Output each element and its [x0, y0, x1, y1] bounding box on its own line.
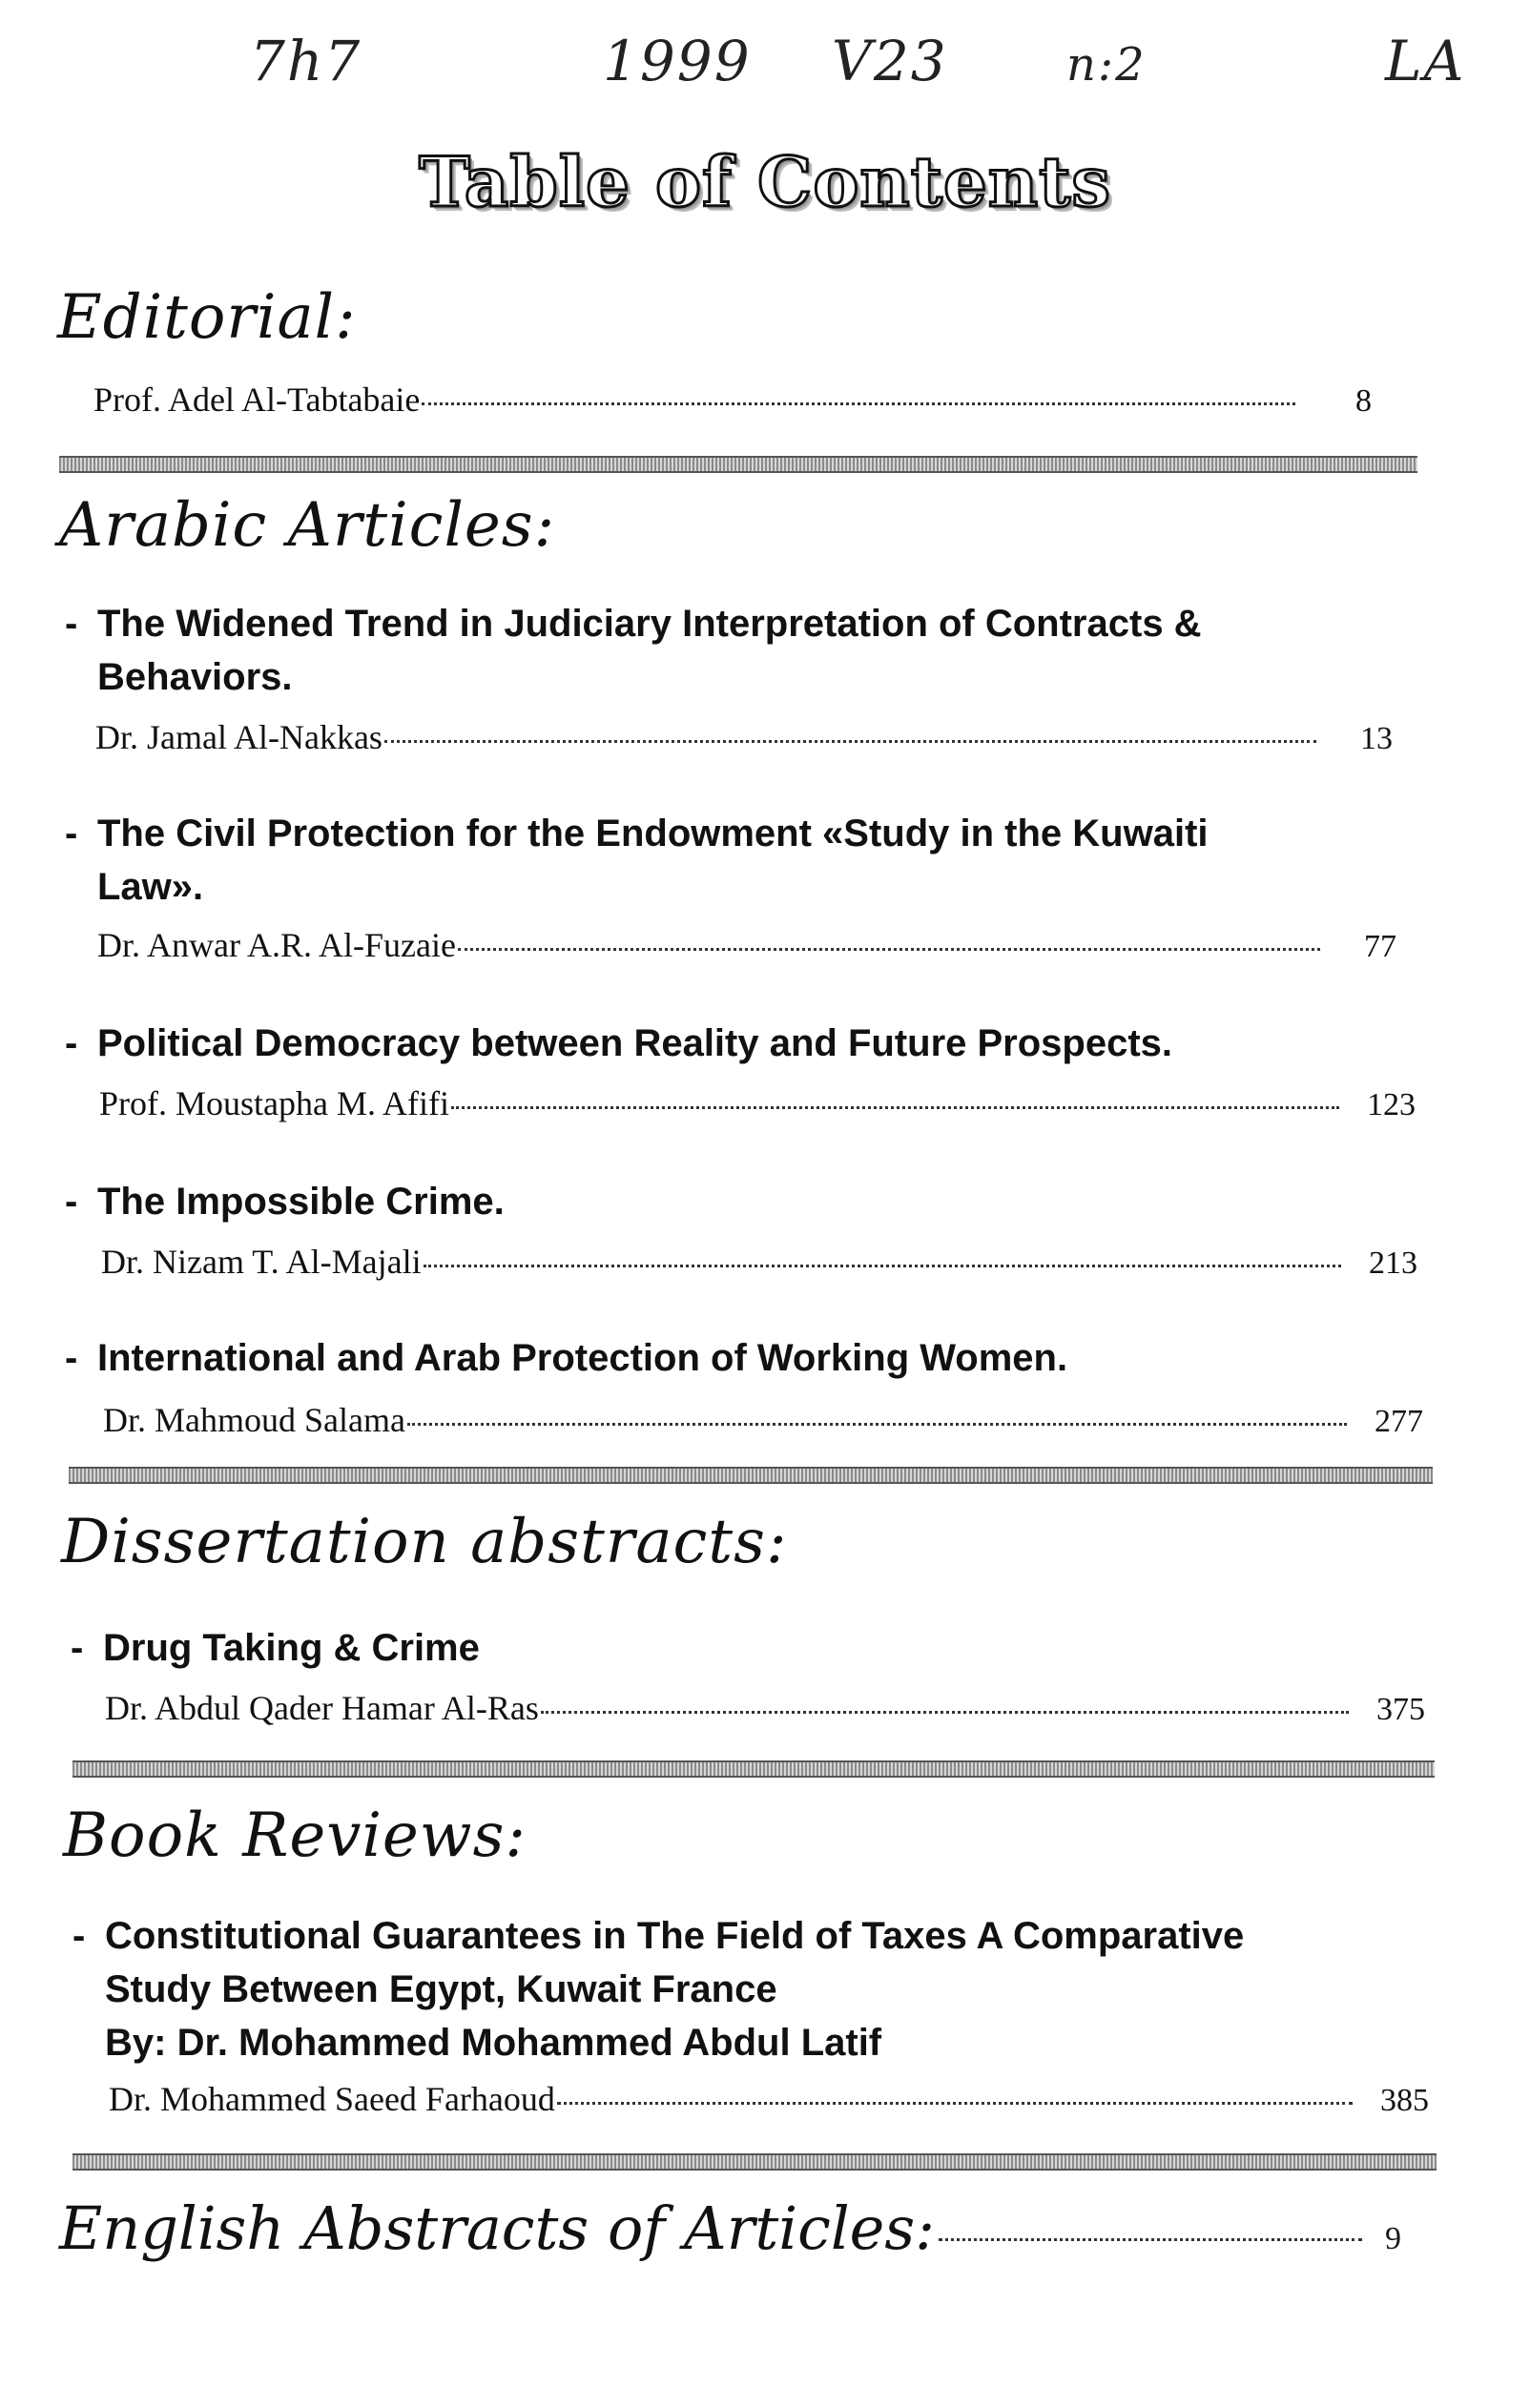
- page-number: 123: [1367, 1087, 1416, 1122]
- article-entry[interactable]: [103, 1400, 1423, 1440]
- section-divider: [69, 1467, 1433, 1484]
- section-heading-editorial: Editorial:: [57, 282, 357, 353]
- list-dash: -: [65, 1022, 78, 1064]
- dot-leader: [424, 1265, 1341, 1267]
- list-dash: -: [65, 813, 78, 854]
- article-title-line: The Widened Trend in Judiciary Interpretation of Contracts &: [97, 603, 1202, 645]
- article-title[interactable]: [65, 807, 1334, 914]
- page-number: 77: [1364, 929, 1396, 964]
- section-heading-book-reviews: Book Reviews:: [63, 1801, 527, 1871]
- dot-leader: [407, 1423, 1347, 1426]
- article-title-line: The Civil Protection for the Endowment «Study in the Kuwaiti: [97, 813, 1209, 854]
- section-divider: [72, 2153, 1437, 2171]
- page-number: 213: [1369, 1245, 1417, 1281]
- article-title-line: International and Arab Protection of Working Women.: [97, 1337, 1068, 1379]
- article-title-line: Law».: [97, 866, 204, 908]
- article-title[interactable]: [72, 1909, 1341, 2069]
- article-entry[interactable]: [99, 1083, 1416, 1123]
- article-entry[interactable]: [109, 2079, 1429, 2119]
- list-dash: -: [72, 1915, 86, 1957]
- handwritten-mark: LA: [1385, 29, 1466, 93]
- dot-leader: [451, 1106, 1339, 1109]
- article-entry[interactable]: [97, 925, 1396, 965]
- author-name: Dr. Mahmoud Salama: [103, 1401, 405, 1439]
- article-entry[interactable]: [101, 1242, 1417, 1282]
- article-title[interactable]: [65, 1175, 1334, 1228]
- author-name: Dr. Anwar A.R. Al-Fuzaie: [97, 926, 456, 964]
- handwritten-volume: V23: [832, 29, 948, 93]
- article-entry[interactable]: [105, 1688, 1425, 1728]
- dot-leader: [458, 948, 1320, 951]
- author-name: Prof. Moustapha M. Afifi: [99, 1084, 449, 1122]
- dot-leader: [541, 1711, 1349, 1714]
- section-heading-dissertation-abstracts: Dissertation abstracts:: [61, 1507, 788, 1577]
- article-title-line: Political Democracy between Reality and Future Prospects.: [97, 1022, 1173, 1064]
- section-heading-arabic-articles: Arabic Articles:: [59, 490, 556, 561]
- article-entry[interactable]: [95, 717, 1393, 757]
- article-title[interactable]: [71, 1621, 1339, 1675]
- page-number: 375: [1376, 1692, 1425, 1727]
- section-heading-english-abstracts: English Abstracts of Articles:: [59, 2193, 936, 2263]
- author-name: Dr. Mohammed Saeed Farhaoud: [109, 2080, 555, 2118]
- english-abstracts-entry[interactable]: [59, 2193, 1423, 2263]
- list-dash: -: [65, 1181, 78, 1223]
- author-name: Dr. Abdul Qader Hamar Al-Ras: [105, 1689, 539, 1727]
- handwritten-issue: n:2: [1066, 38, 1147, 92]
- list-dash: -: [65, 603, 78, 645]
- article-title-line: Drug Taking & Crime: [103, 1627, 480, 1669]
- list-dash: -: [71, 1627, 84, 1669]
- dot-leader: [384, 740, 1316, 743]
- page-number: 9: [1385, 2221, 1401, 2256]
- list-dash: -: [65, 1337, 78, 1379]
- article-title[interactable]: [65, 1331, 1334, 1385]
- article-title-line: The Impossible Crime.: [97, 1181, 505, 1223]
- handwritten-year: 1999: [603, 29, 752, 93]
- page-number: 13: [1360, 721, 1393, 756]
- page-number: 8: [1355, 383, 1372, 419]
- article-title-line: By: Dr. Mohammed Mohammed Abdul Latif: [105, 2022, 882, 2064]
- article-title-line: Behaviors.: [97, 656, 293, 698]
- article-title-line: Constitutional Guarantees in The Field of Taxes A Comparative: [105, 1915, 1245, 1957]
- dot-leader: [939, 2238, 1362, 2241]
- dot-leader: [557, 2102, 1353, 2105]
- article-title-line: Study Between Egypt, Kuwait France: [105, 1968, 777, 2010]
- author-name: Dr. Jamal Al-Nakkas: [95, 718, 382, 756]
- editorial-entry[interactable]: [93, 380, 1372, 420]
- section-divider: [59, 456, 1417, 473]
- dot-leader: [422, 402, 1295, 405]
- article-title[interactable]: [65, 1017, 1334, 1070]
- article-title[interactable]: [65, 597, 1334, 704]
- page-number: 385: [1380, 2083, 1429, 2118]
- author-name: Prof. Adel Al-Tabtabaie: [93, 381, 421, 419]
- page-title: Table of Contents: [419, 141, 1111, 222]
- section-divider: [72, 1760, 1435, 1778]
- page-number: 277: [1375, 1404, 1423, 1439]
- author-name: Dr. Nizam T. Al-Majali: [101, 1243, 422, 1281]
- handwritten-call-number: 7h7: [250, 29, 362, 93]
